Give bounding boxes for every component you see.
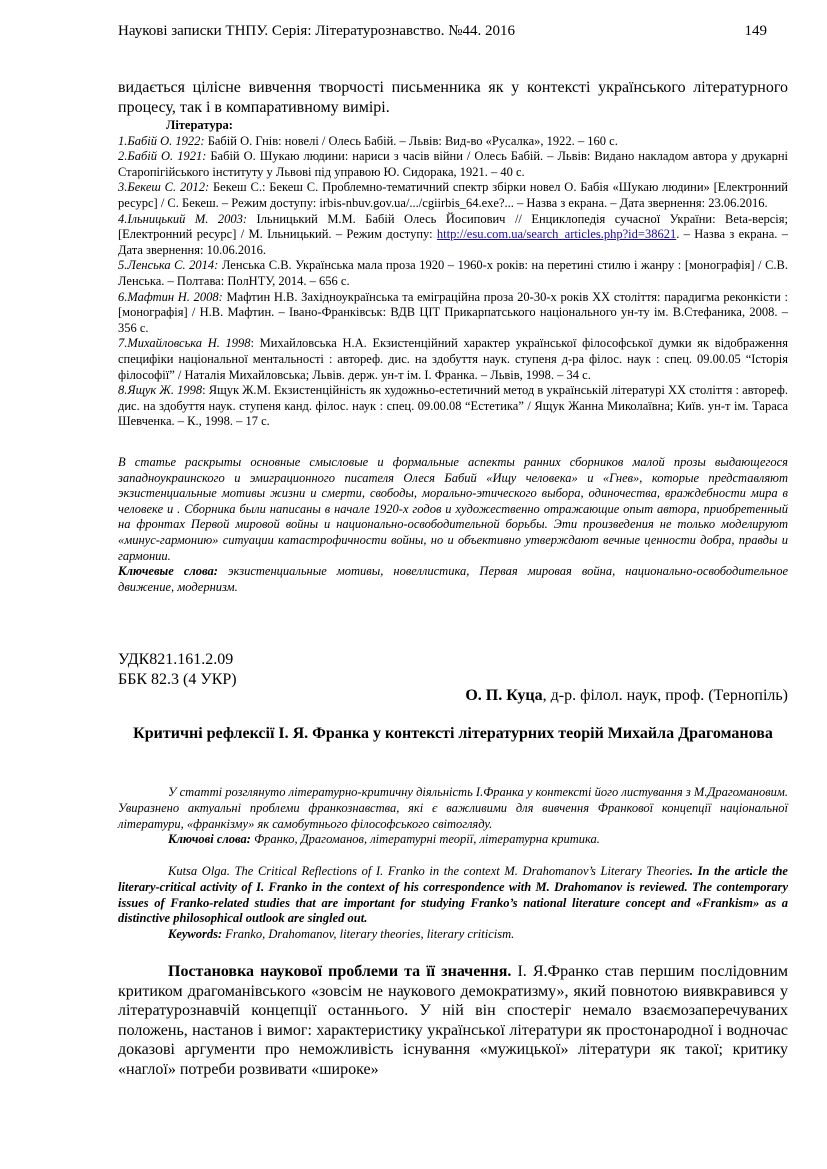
russian-summary-text: В статье раскрыты основные смысловые и формальные аспекты ранних сборников малой прозы выдающегося западноукраинского и эмиграционного писателя Олеся Бабий «Ищу человека» и «Гнев», которые представляют экзистенциальные мотивы жизни и смерти, свободы, морально-этического выбора, одиночества, враждебности мира в человеке и . Сборника были написаны в начале 1920-х годов и художественно отражающие опыт автора, приобретенный на фронтах Первой мировой войны и национально-освободительной борьбы. Эти произведения не только моделируют «минус-гармонию» ситуации катастрофичности войны, но и объективно утверждают вечные ценности добра, правды и гармонии. [118, 455, 788, 563]
russian-keywords: Ключевые слова: экзистенциальные мотивы, новеллистика, Первая мировая война, национально-освободительное движение, модернизм. [118, 564, 788, 594]
article-title: Критичні рефлексії І. Я. Франка у контексті літературних теорій Михайла Драгоманова [133, 725, 773, 742]
reference-item: 4.Ільницький М. 2003: Ільницький М.М. Бабій Олесь Йосипович // Енциклопедія сучасної України: Beta-версія; [Електронний ресурс] / М. Ільницький. – Режим доступу: http://esu.com.ua/search_articles.php?id=38621. – Назва з екрана. – Дата звернення: 10.06.2016. [118, 211, 788, 257]
ukrainian-abstract [118, 785, 788, 848]
body-paragraph: Постановка наукової проблеми та її значення. І. Я.Франко став першим послідовним критиком драгоманівського «зовсім не наукового демократизму», який повнотою виявкравився у літературознавчій концепції останнього. У ній він спостеріг немало взаємозаперечуваних положень, настанов і вимог: характеристику української літератури як простонародної і водночас доказові аргументи про неможливість існування «мужицької» літератури як такої; критику «наглої» потреби розвивати «широке» [118, 963, 788, 1078]
section-heading: Постановка наукової проблеми та її значення. [168, 963, 512, 980]
reference-item: 8.Ящук Ж. 1998: Ящук Ж.М. Екзистенційність як художньо-естетичний метод в українській літературі ХХ століття : автореф. дис. на здобуття наук. ступеня канд. філос. наук : спец. 09.00.08 “Естетика” / Ящук Жанна Миколаївна; Київ. ун-т ім. Тараса Шевченка. – К., 1998. – 17 с. [118, 383, 788, 429]
english-abstract-text: Kutsa Olga. The Critical Reflections of I. Franko in the context M. Drahomanov’s Literary Theories. In the article the literary-critical activity of I. Franko in the context of his correspondence with M. Drahomanov is reviewed. The contemporary issues of Franko-related studies that are important for studying Franko’s national literature concept and «Frankism» as a distinctive philosophical outlook are singled out. [118, 864, 788, 926]
author-details: , д-р. філол. наук, проф. (Тернопіль) [542, 687, 788, 704]
reference-link[interactable]: http://esu.com.ua/search_articles.php?id=38621 [436, 227, 677, 242]
bbk-code: ББК 82.3 (4 УКР) [118, 671, 237, 688]
continuation-paragraph: видається цілісне вивчення творчості письменника як у контексті українського літературного процесу, так і в компаративному вимірі. [118, 79, 788, 116]
udk-code: УДК821.161.2.09 [118, 651, 234, 668]
english-abstract [118, 864, 788, 943]
author-line [465, 687, 788, 705]
reference-item: 7.Михайловська Н. 1998: Михайловська Н.А. Екзистенційний характер української філософської думки як відображення специфіки національної ментальності : автореф. дис. на здобуття наук. ступеня д-ра філос. наук : спец. 09.00.05 “Історія філософії” / Наталія Михайловська; Львів. держ. ун-т ім. І. Франка. – Львів, 1998. – 34 с. [118, 336, 788, 382]
ukrainian-abstract-text: У статті розглянуто літературно-критичну діяльність І.Франка у контексті його листування з М.Драгомановим. Увиразнено актуальні проблеми франкознавства, які є важливими для вивчення Франкової концепції національної літератури, «франкізму» як самобутнього філософського світогляду. [118, 785, 788, 831]
journal-title: Наукові записки ТНПУ. Серія: Літературознавство. №44. 2016 [118, 23, 516, 39]
ukrainian-keywords: Ключові слова: Франко, Драгоманов, літературні теорії, літературна критика. [168, 832, 600, 847]
classification-codes [118, 650, 237, 690]
reference-item: 5.Ленська С. 2014: Ленська С.В. Українська мала проза 1920 – 1960-х років: на перетині стилю і жанру : [монографія] / С.В. Ленська. – Полтава: ПолНТУ, 2014. – 656 с. [118, 258, 788, 288]
author-name: О. П. Куца [465, 687, 543, 704]
reference-item: 3.Бекеш С. 2012: Бекеш С.: Бекеш С. Проблемно-тематичний спектр збірки новел О. Бабія «Шукаю людини» [Електронний ресурс] / С. Бекеш. – Режим доступу: irbis-nbuv.gov.ua/.../cgiirbis_64.exe?... – Назва з екрана. – Дата звернення: 23.06.2016. [118, 180, 788, 210]
english-keywords: Keywords: Franko, Drahomanov, literary theories, literary criticism. [168, 927, 515, 942]
running-header [118, 23, 767, 40]
page-number: 149 [744, 23, 767, 39]
article-body [118, 962, 788, 1080]
reference-item: 1.Бабій О. 1922: Бабій О. Гнів: новелі / Олесь Бабій. – Львів: Вид-во «Русалка», 1922. – 160 с. [118, 133, 618, 148]
references-heading: Література: [166, 118, 233, 132]
russian-summary [118, 455, 788, 595]
reference-item: 6.Мафтин Н. 2008: Мафтин Н.В. Західноукраїнська та еміграційна проза 20-30-х років ХХ століття: парадигма реконкісти : [монографія] / Н.В. Мафтин. – Івано-Франківськ: ВДВ ЦІТ Прикарпатського національного ун-ту ім. В.Стефаника, 2008. – 356 с. [118, 289, 788, 335]
references-section [118, 118, 788, 430]
reference-item: 2.Бабій О. 1921: Бабій О. Шукаю людини: нариси з часів війни / Олесь Бабій. – Львів: Видано накладом автора у друкарні Старопігійського інституту у Львові під управою Ю. Сидорака, 1921. – 40 с. [118, 149, 788, 179]
